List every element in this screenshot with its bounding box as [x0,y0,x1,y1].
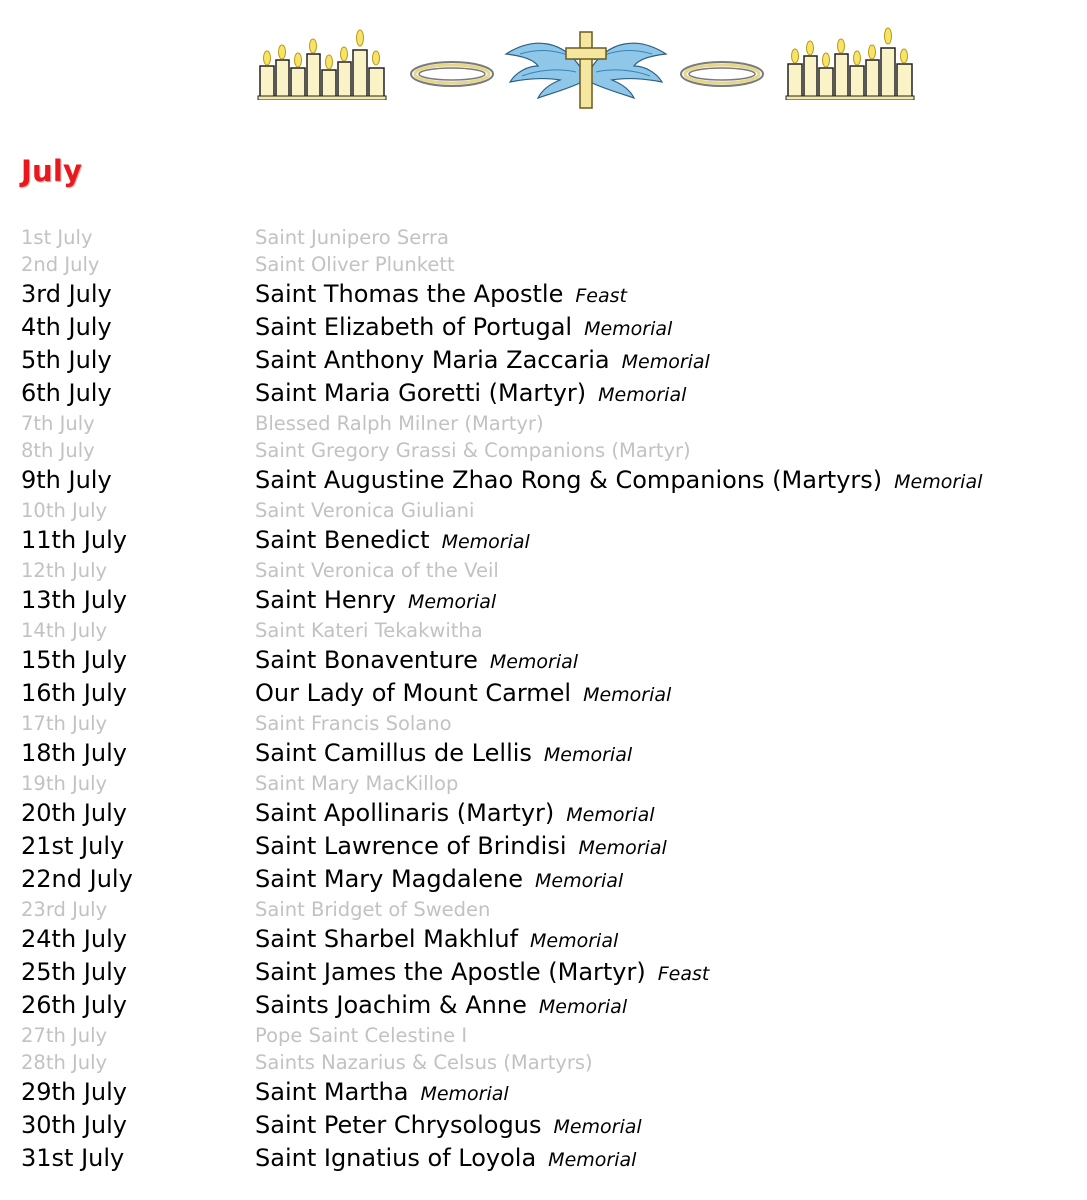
liturgical-rank: Memorial [621,351,710,373]
feast-date: 31st July [21,1144,125,1172]
feast-date: 5th July [21,346,112,374]
liturgical-rank: Memorial [548,1149,637,1171]
saint-entry [255,923,618,958]
saint-name: Our Lady of Mount Carmel [255,679,572,707]
list-item [0,278,1087,311]
saint-name: Saint Maria Goretti (Martyr) [255,379,587,407]
feast-date: 25th July [21,958,127,986]
list-item [0,584,1087,617]
list-item [0,617,1087,644]
saint-name: Saint Ignatius of Loyola [255,1144,537,1172]
saint-entry [255,989,627,1024]
feast-date: 21st July [21,832,125,860]
list-item [0,524,1087,557]
liturgical-rank: Feast [575,285,627,307]
feast-date: 11th July [21,526,127,554]
saint-entry [255,311,672,346]
month-title: July [21,154,83,188]
feast-date: 16th July [21,679,127,707]
list-item [0,989,1087,1022]
winged-cross-icon [504,30,668,110]
saint-entry [255,524,530,559]
list-item [0,251,1087,278]
feast-date: 23rd July [21,898,108,921]
halo-icon [408,58,496,90]
candles-icon [256,24,390,100]
saint-entry [255,1022,467,1049]
list-item [0,1076,1087,1109]
liturgical-rank: Memorial [566,804,655,826]
saint-name: Saint Camillus de Lellis [255,739,532,767]
saint-name: Saint Elizabeth of Portugal [255,313,573,341]
saint-name: Saint Oliver Plunkett [255,253,455,276]
saint-name: Saints Nazarius & Celsus (Martyrs) [255,1051,593,1074]
list-item [0,1022,1087,1049]
feast-date: 14th July [21,619,108,642]
saint-name: Saint James the Apostle (Martyr) [255,958,646,986]
list-item [0,770,1087,797]
feast-date: 15th July [21,646,127,674]
liturgical-rank: Memorial [441,531,530,553]
liturgical-rank: Memorial [530,930,619,952]
list-item [0,344,1087,377]
feast-date: 26th July [21,991,127,1019]
feast-date: 20th July [21,799,127,827]
saint-entry [255,677,671,712]
saint-name: Saint Bonaventure [255,646,478,674]
halo-icon [678,58,766,90]
list-item [0,1049,1087,1076]
saint-name: Saint Thomas the Apostle [255,280,564,308]
liturgical-rank: Memorial [578,837,667,859]
saint-name: Saint Augustine Zhao Rong & Companions (Martyrs) [255,466,883,494]
saint-name: Saint Sharbel Makhluf [255,925,519,953]
list-item [0,557,1087,584]
feast-date: 22nd July [21,865,133,893]
feast-date: 27th July [21,1024,108,1047]
list-item [0,956,1087,989]
list-item [0,737,1087,770]
feast-date: 13th July [21,586,127,614]
feast-date: 17th July [21,712,108,735]
saint-name: Saint Veronica Giuliani [255,499,475,522]
feast-date: 2nd July [21,253,100,276]
feast-date: 24th July [21,925,127,953]
saint-entry [255,896,490,923]
saint-entry [255,557,499,584]
feast-date: 29th July [21,1078,127,1106]
feast-date: 30th July [21,1111,127,1139]
liturgical-rank: Memorial [534,870,624,892]
saint-name: Saints Joachim & Anne [255,991,527,1019]
liturgical-rank: Memorial [407,591,497,613]
saint-name: Saint Mary Magdalene [255,865,523,893]
saint-name: Pope Saint Celestine I [255,1024,468,1047]
list-item [0,1109,1087,1142]
saint-name: Saint Lawrence of Brindisi [255,832,567,860]
saint-entry [255,1109,642,1144]
list-item [0,677,1087,710]
liturgical-rank: Feast [657,963,710,985]
list-item [0,497,1087,524]
list-item [0,896,1087,923]
feast-date: 3rd July [21,280,112,308]
saint-entry [255,797,655,832]
saint-name: Saint Bridget of Sweden [255,898,491,921]
feast-date: 6th July [21,379,112,407]
saint-entry [255,410,544,437]
liturgical-rank: Memorial [894,471,983,493]
saint-name: Saint Mary MacKillop [255,772,459,795]
feast-date: 7th July [21,412,95,435]
liturgical-rank: Memorial [583,684,672,706]
liturgical-rank: Memorial [538,996,628,1018]
saint-entry [255,344,710,379]
saint-entry [255,584,496,619]
liturgical-rank: Memorial [553,1116,642,1138]
feast-date: 19th July [21,772,108,795]
list-item [0,377,1087,410]
list-item [0,464,1087,497]
list-item [0,224,1087,251]
feast-date: 9th July [21,466,112,494]
liturgical-rank: Memorial [420,1083,509,1105]
list-item [0,830,1087,863]
feast-date: 1st July [21,226,93,249]
decorative-banner [0,0,1087,120]
saint-entry [255,956,709,991]
liturgical-rank: Memorial [489,651,579,673]
saint-name: Saint Anthony Maria Zaccaria [255,346,610,374]
saint-name: Saint Junipero Serra [255,226,449,249]
liturgical-rank: Memorial [543,744,633,766]
saint-entry [255,1076,509,1111]
saint-name: Saint Gregory Grassi & Companions (Martyr) [255,439,691,462]
saint-name: Blessed Ralph Milner (Martyr) [255,412,544,435]
saint-entry [255,710,452,737]
saint-entry [255,437,691,464]
saint-entry [255,224,449,251]
saint-name: Saint Benedict [255,526,430,554]
candles-icon [784,24,918,100]
list-item [0,923,1087,956]
list-item [0,863,1087,896]
feast-date: 12th July [21,559,108,582]
saint-entry [255,464,982,499]
feast-day-list [0,224,1087,1175]
list-item [0,410,1087,437]
feast-date: 4th July [21,313,112,341]
saint-entry [255,644,578,679]
feast-date: 10th July [21,499,108,522]
saint-name: Saint Kateri Tekakwitha [255,619,483,642]
feast-date: 18th July [21,739,127,767]
list-item [0,311,1087,344]
saint-entry [255,830,667,865]
saint-entry [255,278,627,313]
saint-entry [255,863,623,898]
feast-date: 28th July [21,1051,108,1074]
list-item [0,437,1087,464]
list-item [0,710,1087,737]
saint-name: Saint Francis Solano [255,712,452,735]
list-item [0,797,1087,830]
saint-entry [255,1142,636,1177]
saint-name: Saint Martha [255,1078,409,1106]
saint-name: Saint Henry [255,586,396,614]
saint-entry [255,377,686,412]
saint-entry [255,251,455,278]
saint-entry [255,617,483,644]
saint-name: Saint Apollinaris (Martyr) [255,799,555,827]
saint-entry [255,770,458,797]
saint-entry [255,737,632,772]
list-item [0,644,1087,677]
liturgical-rank: Memorial [584,318,673,340]
liturgical-rank: Memorial [598,384,687,406]
saint-name: Saint Peter Chrysologus [255,1111,542,1139]
saint-name: Saint Veronica of the Veil [255,559,499,582]
feast-date: 8th July [21,439,95,462]
saint-entry [255,1049,593,1076]
list-item [0,1142,1087,1175]
saint-entry [255,497,474,524]
